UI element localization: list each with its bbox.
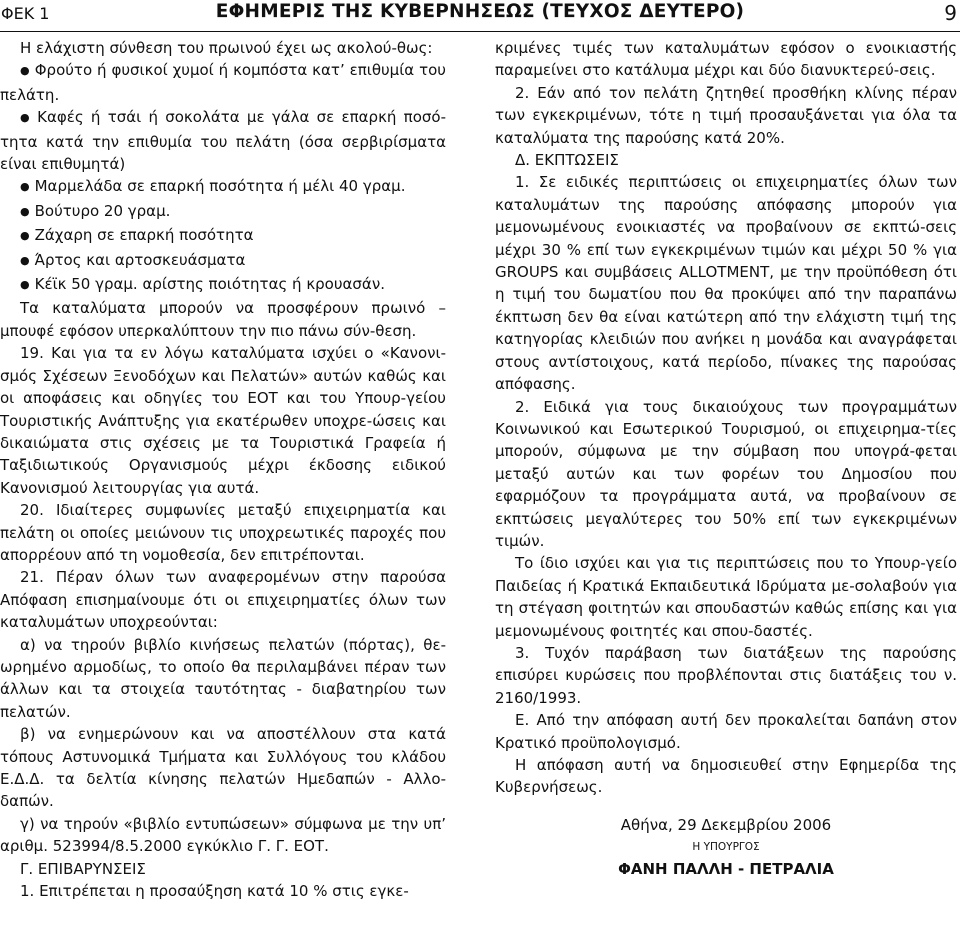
header-rule <box>0 31 960 32</box>
bullet-item: ● Βούτυρο 20 γραμ. <box>0 200 446 224</box>
paragraph: 20. Ιδιαίτερες συμφωνίες μεταξύ επιχειρηματία και πελάτη οι οποίες μειώνουν τις υποχρεωτικές παροχές που απορρέουν από τη νομοθεσία, δεν επιτρέπονται. <box>0 501 446 564</box>
right-column <box>495 37 957 881</box>
paragraph: 1. Σε ειδικές περιπτώσεις οι επιχειρηματίες όλων των καταλυμάτων της παρούσης απόφασης μπορούν για μεμονωμένους ενοικιαστές να προβαίνουν σε εκπτώ-σεις μέχρι 30 % επί των εγκεκριμένων τιμών και μέχρι 50 % για GROUPS και συμβάσεις ALLOTMENT, με την προϋπόθεση ότι η τιμή του δωματίου που θα προκύψει από την παραπάνω έκπτωση δεν θα είναι κατώτερη από την ελάχιστη τιμή της κατηγορίας κλειδιών που ανήκει η μονάδα και αναγράφεται στους αντίστοιχους, κατά περίοδο, πίνακες της παρούσας απόφασης. <box>495 173 957 394</box>
page-number: 9 <box>944 1 957 25</box>
bullet-item: ● Κέϊκ 50 γραμ. αρίστης ποιότητας ή κρουασάν. <box>0 273 446 297</box>
gazette-title: ΕΦΗΜΕΡΙΣ ΤΗΣ ΚΥΒΕΡΝΗΣΕΩΣ (ΤΕΥΧΟΣ ΔΕΥΤΕΡΟ) <box>215 1 745 22</box>
paragraph: 2. Εάν από τον πελάτη ζητηθεί προσθήκη κλίνης πέραν των εγκεκριμένων, τότε η τιμή προσαυξάνεται για όλα τα καταλύματα της παρούσης κατά 20%. <box>495 83 957 147</box>
paragraph: Ε. Από την απόφαση αυτή δεν προκαλείται δαπάνη στον Κρατικό προϋπολογισμό. <box>495 711 957 752</box>
bullet-item: ● Ζάχαρη σε επαρκή ποσότητα <box>0 224 446 248</box>
paragraph: Η ελάχιστη σύνθεση του πρωινού έχει ως ακολού-θως: <box>20 39 433 57</box>
section-heading: Γ. ΕΠΙΒΑΡΥΝΣΕΙΣ <box>20 859 146 878</box>
signer-title: Η ΥΠΟΥΡΓΟΣ <box>692 841 760 854</box>
paragraph: Η απόφαση αυτή να δημοσιευθεί στην Εφημερίδα της Κυβερνήσεως. <box>495 756 957 797</box>
paragraph: 21. Πέραν όλων των αναφερομένων στην παρούσα Απόφαση επισημαίνουμε ότι οι επιχειρηματίες όλων των καταλυμάτων υποχρεούνται: <box>0 568 446 632</box>
left-column <box>0 37 446 902</box>
paragraph: α) να τηρούν βιβλίο κινήσεως πελατών (πόρτας), θε-ωρημένο αρμοδίως, το οποίο θα περιλαμβάνει πέραν των άλλων και τα στοιχεία ταυτότητας - διαβατηρίου των πελατών. <box>0 635 446 721</box>
signature-date: Αθήνα, 29 Δεκεμβρίου 2006 <box>620 815 832 834</box>
page-header <box>0 0 960 34</box>
paragraph: 1. Επιτρέπεται η προσαύξηση κατά 10 % στις εγκε- <box>20 882 409 901</box>
paragraph: 19. Και για τα εν λόγω καταλύματα ισχύει ο «Κανονι-σμός Σχέσεων Ξενοδόχων και Πελατών» αυτών καθώς και οι αποφάσεις και οδηγίες του ΕΟΤ και του Υπουρ-γείου Τουριστικής Ανάπτυξης για εκατέρωθεν υποχρε-ώσεις και δικαιώματα στις σχέσεις με τα Τουριστικά Γραφεία ή Ταξιδιωτικούς Οργανισμούς μέχρι έκδοσης ειδικού Κανονισμού λειτουργίας για αυτά. <box>0 344 446 497</box>
paragraph: 2. Ειδικά για τους δικαιούχους των προγραμμάτων Κοινωνικού και Εσωτερικού Τουρισμού, οι επιχειρημα-τίες μπορούν, σύμφωνα με την σύμβαση που υπογρά-φεται μεταξύ αυτών και των φορέων του Δημοσίου που εφαρμόζουν τα προγράμματα αυτά, να προβαίνουν σε εκπτώσεις μεγαλύτερες του 50% επί των εγκεκριμένων τιμών. <box>495 397 957 550</box>
bullet-item: ● Φρούτο ή φυσικοί χυμοί ή κομπόστα κατ’ επιθυμία του πελάτη. <box>0 59 446 106</box>
bullet-item: ● Μαρμελάδα σε επαρκή ποσότητα ή μέλι 40 γραμ. <box>0 175 446 199</box>
bullet-item: ● Άρτος και αρτοσκευάσματα <box>0 249 446 273</box>
paragraph: γ) να τηρούν «βιβλίο εντυπώσεων» σύμφωνα με την υπ’ αριθμ. 523994/8.5.2000 εγκύκλιο Γ. Γ. ΕΟΤ. <box>0 814 446 856</box>
paragraph: κριμένες τιμές των καταλυμάτων εφόσον ο ενοικιαστής παραμείνει στο κατάλυμα μέχρι και δύο διανυκτερεύ-σεις. <box>495 39 957 80</box>
section-heading: Δ. ΕΚΠΤΩΣΕΙΣ <box>515 151 619 170</box>
paragraph: Το ίδιο ισχύει και για τις περιπτώσεις που το Υπουρ-γείο Παιδείας ή Κρατικά Εκπαιδευτικά Ιδρύματα με-σολαβούν για τη στέγαση φοιτητών και σπουδαστών καθώς επίσης και για μεμονωμένους φοιτητές και σπου-δαστές. <box>495 554 957 640</box>
paragraph: 3. Τυχόν παράβαση των διατάξεων της παρούσης επισύρει κυρώσεις που προβλέπονται στις διατάξεις του ν. 2160/1993. <box>495 643 957 707</box>
bullet-item: ● Καφές ή τσάι ή σοκολάτα με γάλα σε επαρκή ποσό-τητα κατά την επιθυμία του πελάτη (όσα σερβιρίσματα είναι επιθυμητά) <box>0 106 446 175</box>
signer-name: ΦΑΝΗ ΠΑΛΛΗ - ΠΕΤΡΑΛΙΑ <box>618 860 834 879</box>
issue-label: ΦΕΚ 1 <box>1 4 50 23</box>
paragraph: Τα καταλύματα μπορούν να προσφέρουν πρωινό – μπουφέ εφόσον υπερκαλύπτουν την πιο πάνω σύν-θεση. <box>0 299 446 340</box>
paragraph: β) να ενημερώνουν και να αποστέλλουν στα κατά τόπους Αστυνομικά Τμήματα και Συλλόγους του κλάδου Ε.Δ.Δ. τα δελτία κίνησης πελατών Ημεδαπών - Αλλο-δαπών. <box>0 725 446 811</box>
